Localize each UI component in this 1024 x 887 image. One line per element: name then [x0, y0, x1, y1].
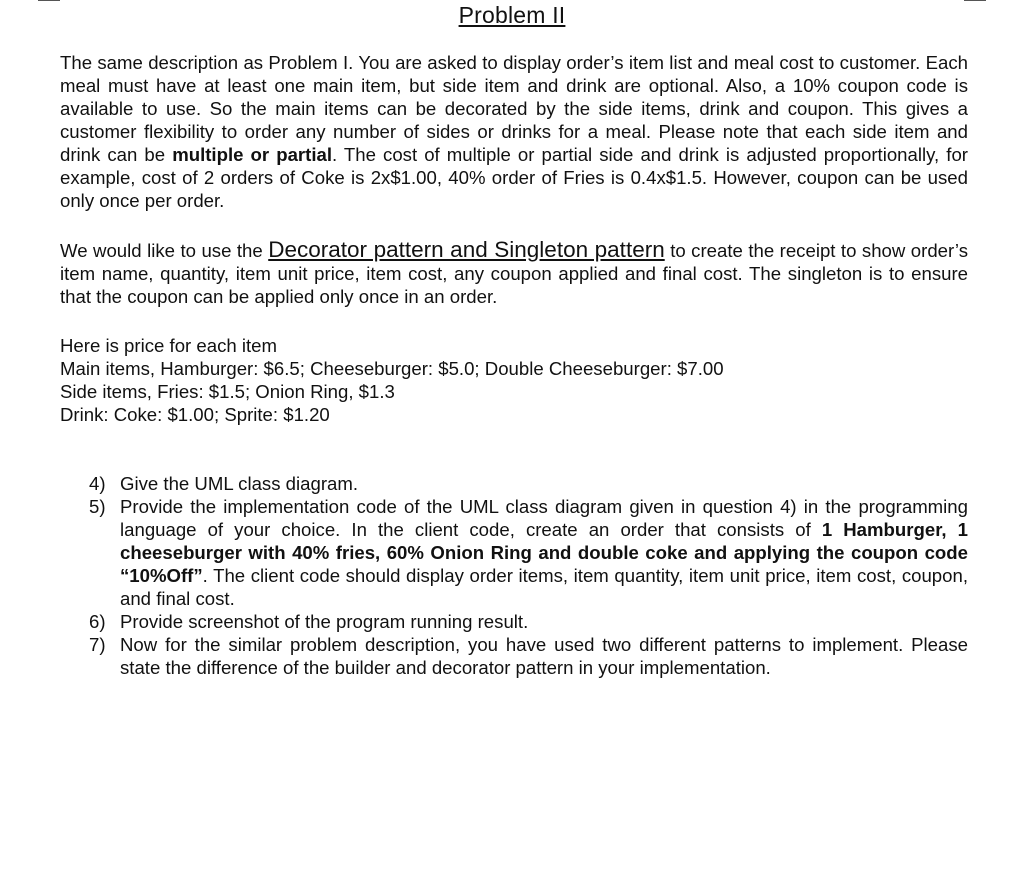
question-item — [89, 633, 968, 679]
question-list — [60, 472, 968, 679]
question-item — [89, 610, 968, 633]
question-number: 4) — [89, 473, 106, 494]
top-left-edge-mark — [38, 0, 60, 1]
intro-paragraph — [60, 51, 968, 212]
question-text: Provide the implementation code of the UML class diagram given in question 4) in the programming language of your choice. In the client code, create an order that consists of — [120, 496, 968, 540]
price-drinks: Drink: Coke: $1.00; Sprite: $1.20 — [60, 404, 330, 425]
pattern-emphasis: Decorator pattern and Singleton pattern — [268, 237, 665, 262]
question-bold-text: 1 Hamburger, 1 cheeseburger with 40% fries, 60% Onion Ring and double coke and applying the coupon code “10%Off” — [120, 519, 968, 586]
question-text: Now for the similar problem description, you have used two different patterns to implement. Please state the difference of the builder and decorator pattern in your implementation. — [120, 634, 968, 678]
question-number: 6) — [89, 611, 106, 632]
document-body — [60, 51, 968, 679]
intro-bold-text: multiple or partial — [172, 144, 333, 165]
price-heading: Here is price for each item — [60, 335, 278, 356]
pattern-text-1: We would like to use the — [60, 240, 269, 261]
page-title: Problem II — [458, 2, 566, 28]
question-item — [89, 472, 968, 495]
question-number: 7) — [89, 634, 106, 655]
question-text-end: . The client code should display order items, item quantity, item unit price, item cost, coupon, and final cost. — [120, 565, 968, 609]
question-text: Give the UML class diagram. — [120, 473, 359, 494]
price-list — [60, 334, 968, 426]
pattern-paragraph — [60, 238, 968, 308]
price-side-items: Side items, Fries: $1.5; Onion Ring, $1.3 — [60, 381, 395, 402]
pattern-text-2: to create the receipt to show order’s item name, quantity, item unit price, item cost, any coupon applied and final cost. The singleton is to ensure that the coupon can be applied only once in an order. — [60, 240, 968, 307]
question-item — [89, 495, 968, 610]
question-text: Provide screenshot of the program running result. — [120, 611, 529, 632]
question-number: 5) — [89, 496, 106, 517]
price-main-items: Main items, Hamburger: $6.5; Cheeseburger: $5.0; Double Cheeseburger: $7.00 — [60, 358, 724, 379]
top-right-edge-mark — [964, 0, 986, 1]
intro-text-2: . The cost of multiple or partial side and drink is adjusted proportionally, for example, cost of 2 orders of Coke is 2x$1.00, 40% order of Fries is 0.4x$1.5. However, coupon can be used only once per order. — [60, 144, 968, 211]
intro-text-1: The same description as Problem I. You are asked to display order’s item list and meal cost to customer. Each meal must have at least one main item, but side item and drink are optional. Also, a 10% coupon code is available to use. So the main items can be decorated by the side items, drink and coupon. This gives a customer flexibility to order any number of sides or drinks for a meal. Please note that each side item and drink can be — [60, 52, 968, 165]
